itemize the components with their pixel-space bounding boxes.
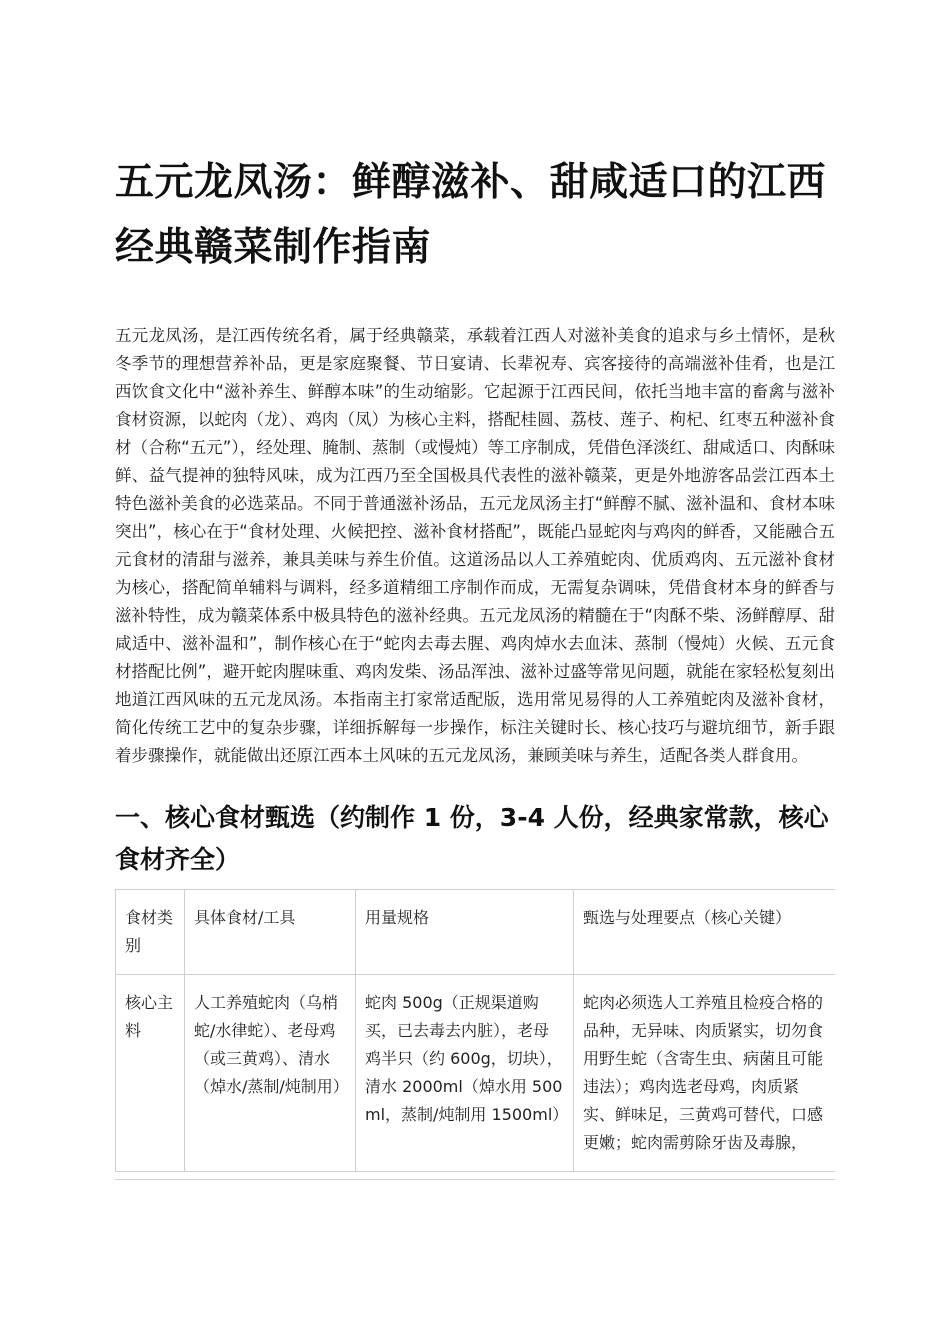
document-page — [115, 150, 835, 1180]
ingredients-table — [115, 889, 835, 1172]
table-row — [116, 975, 836, 1172]
header-notes: 甄选与处理要点（核心关键） — [574, 890, 836, 975]
section-title-ingredients: 一、核心食材甄选（约制作 1 份，3-4 人份，经典家常款，核心食材齐全） — [115, 803, 829, 874]
header-amount: 用量规格 — [356, 890, 574, 975]
table-header-row — [116, 890, 836, 975]
cell-notes: 蛇肉必须选人工养殖且检疫合格的品种，无异味、肉质紧实，切勿食用野生蛇（含寄生虫、病菌且可能违法）；鸡肉选老母鸡，肉质紧实、鲜味足，三黄鸡可替代，口感更嫩；蛇肉需剪除牙齿及毒腺， — [574, 975, 836, 1172]
cell-amount: 蛇肉 500g（正规渠道购买，已去毒去内脏），老母鸡半只（约 600g，切块），清水 2000ml（焯水用 500ml，蒸制/炖制用 1500ml） — [356, 975, 574, 1172]
header-items: 具体食材/工具 — [185, 890, 356, 975]
document-title: 五元龙凤汤：鲜醇滋补、甜咸适口的江西经典赣菜制作指南 — [115, 160, 827, 270]
cell-items: 人工养殖蛇肉（乌梢蛇/水律蛇）、老母鸡（或三黄鸡）、清水（焯水/蒸制/炖制用） — [185, 975, 356, 1172]
header-category: 食材类别 — [116, 890, 185, 975]
cell-category: 核心主料 — [116, 975, 185, 1172]
intro-paragraph: 五元龙凤汤，是江西传统名肴，属于经典赣菜，承载着江西人对滋补美食的追求与乡土情怀，是秋冬季节的理想营养补品，更是家庭聚餐、节日宴请、长辈祝寿、宾客接待的高端滋补佳肴，也是江西饮食文化中“滋补养生、鲜醇本味”的生动缩影。它起源于江西民间，依托当地丰富的畜禽与滋补食材资源，以蛇肉（龙）、鸡肉（凤）为核心主料，搭配桂圆、荔枝、莲子、枸杞、红枣五种滋补食材（合称“五元”），经处理、腌制、蒸制（或慢炖）等工序制成，凭借色泽淡红、甜咸适口、肉酥味鲜、益气提神的独特风味，成为江西乃至全国极具代表性的滋补赣菜，更是外地游客品尝江西本土特色滋补美食的必选菜品。不同于普通滋补汤品，五元龙凤汤主打“鲜醇不腻、滋补温和、食材本味突出”，核心在于“食材处理、火候把控、滋补食材搭配”，既能凸显蛇肉与鸡肉的鲜香，又能融合五元食材的清甜与滋养，兼具美味与养生价值。这道汤品以人工养殖蛇肉、优质鸡肉、五元滋补食材为核心，搭配简单辅料与调料，经多道精细工序制作而成，无需复杂调味，凭借食材本身的鲜香与滋补特性，成为赣菜体系中极具特色的滋补经典。五元龙凤汤的精髓在于“肉酥不柴、汤鲜醇厚、甜咸适中、滋补温和”，制作核心在于“蛇肉去毒去腥、鸡肉焯水去血沫、蒸制（慢炖）火候、五元食材搭配比例”，避开蛇肉腥味重、鸡肉发柴、汤品浑浊、滋补过盛等常见问题，就能在家轻松复刻出地道江西风味的五元龙凤汤。本指南主打家常适配版，选用常见易得的人工养殖蛇肉及滋补食材，简化传统工艺中的复杂步骤，详细拆解每一步操作，标注关键时长、核心技巧与避坑细节，新手跟着步骤操作，就能做出还原江西本土风味的五元龙凤汤，兼顾美味与养生，适配各类人群食用。 — [115, 326, 835, 765]
ingredients-table-container — [115, 889, 835, 1180]
